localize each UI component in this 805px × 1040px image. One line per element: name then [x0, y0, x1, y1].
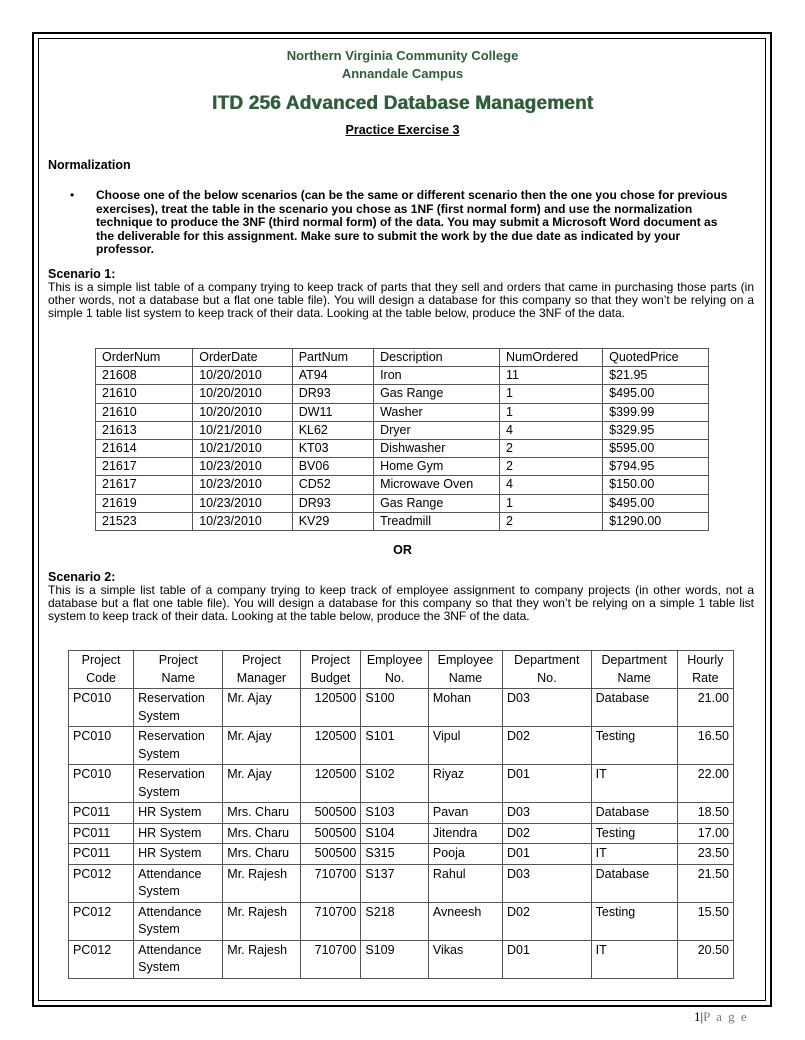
table-cell: 10/21/2010: [193, 421, 292, 439]
table-cell: 710700: [300, 940, 361, 978]
table-cell: Database: [591, 803, 677, 824]
table-cell: 11: [500, 367, 603, 385]
table-cell: PC010: [69, 689, 134, 727]
bullet-icon: •: [70, 188, 75, 202]
column-header-line: Employee: [366, 653, 423, 667]
table-cell: 4: [500, 476, 603, 494]
table-cell: $794.95: [603, 458, 709, 476]
table-cell: 21608: [96, 367, 193, 385]
table-cell: 17.00: [677, 823, 733, 844]
table-cell: D01: [503, 844, 592, 865]
table-cell: 15.50: [677, 902, 733, 940]
table-cell: IT: [591, 765, 677, 803]
column-header: QuotedPrice: [603, 349, 709, 367]
table-cell: Vipul: [428, 727, 502, 765]
table-cell: Jitendra: [428, 823, 502, 844]
table-cell: 20.50: [677, 940, 733, 978]
table-row: [69, 844, 734, 865]
column-header-line: Name: [448, 670, 483, 685]
table-cell: 21523: [96, 512, 193, 530]
table-cell: Mr. Rajesh: [223, 902, 300, 940]
table-cell: PC010: [69, 727, 134, 765]
table-cell: 10/23/2010: [193, 494, 292, 512]
table-cell: PC012: [69, 940, 134, 978]
table-cell: 1: [500, 403, 603, 421]
table-cell: Pavan: [428, 803, 502, 824]
table-cell: Rahul: [428, 864, 502, 902]
table-cell: 500500: [300, 844, 361, 865]
table-row: [96, 458, 709, 476]
table-row: [96, 439, 709, 457]
table-cell: D01: [503, 765, 592, 803]
table-cell: $495.00: [603, 494, 709, 512]
column-header-line: No.: [384, 670, 405, 685]
column-header: [591, 651, 677, 689]
table-row: [96, 512, 709, 530]
column-header-line: Department: [601, 653, 667, 667]
table-cell: PC011: [69, 803, 134, 824]
page-number: 1: [694, 1009, 701, 1024]
table-cell: 21614: [96, 439, 193, 457]
table-cell: Mr. Ajay: [223, 765, 300, 803]
table-row: [69, 823, 734, 844]
column-header: Description: [374, 349, 500, 367]
table-row: [96, 367, 709, 385]
table-cell: Database: [591, 864, 677, 902]
column-header-line: Project: [311, 653, 350, 667]
column-header: [503, 651, 592, 689]
table-cell: 10/20/2010: [193, 403, 292, 421]
table-cell: 1: [500, 385, 603, 403]
table-cell: 4: [500, 421, 603, 439]
table-cell: Mohan: [428, 689, 502, 727]
table-cell: 2: [500, 458, 603, 476]
table-cell: S101: [361, 727, 429, 765]
table-cell: Mr. Rajesh: [223, 940, 300, 978]
table-cell: 21617: [96, 476, 193, 494]
column-header: [361, 651, 429, 689]
table-cell: 21613: [96, 421, 193, 439]
table-cell: $150.00: [603, 476, 709, 494]
table-cell: 710700: [300, 902, 361, 940]
column-header: [428, 651, 502, 689]
table-cell: Dryer: [374, 421, 500, 439]
table-cell: 1: [500, 494, 603, 512]
table-cell: 10/23/2010: [193, 458, 292, 476]
table-cell: PC011: [69, 823, 134, 844]
table-cell: 2: [500, 439, 603, 457]
table-cell: Mrs. Charu: [223, 803, 300, 824]
table-cell: 10/21/2010: [193, 439, 292, 457]
scenario2-label: Scenario 2:: [48, 570, 116, 584]
table-cell: Mr. Ajay: [223, 727, 300, 765]
campus-name: Annandale Campus: [341, 66, 464, 81]
table-cell: DW11: [292, 403, 373, 421]
column-header-line: Name: [161, 670, 195, 685]
table-cell: Reservation System: [134, 765, 223, 803]
table-row: [96, 476, 709, 494]
table-cell: S102: [361, 765, 429, 803]
table-row: [69, 765, 734, 803]
column-header-line: Hourly: [687, 653, 724, 667]
column-header: [677, 651, 733, 689]
table-cell: CD52: [292, 476, 373, 494]
table-cell: 23.50: [677, 844, 733, 865]
table-cell: 18.50: [677, 803, 733, 824]
column-header: NumOrdered: [500, 349, 603, 367]
table-row: [96, 494, 709, 512]
column-header: PartNum: [292, 349, 373, 367]
scenario1-table: [95, 348, 709, 531]
table-cell: 500500: [300, 823, 361, 844]
table-cell: Treadmill: [374, 512, 500, 530]
table-cell: 500500: [300, 803, 361, 824]
table-cell: Vikas: [428, 940, 502, 978]
table-cell: PC011: [69, 844, 134, 865]
table-cell: D03: [503, 803, 592, 824]
table-cell: S109: [361, 940, 429, 978]
table-cell: Reservation System: [134, 727, 223, 765]
table-cell: D02: [503, 902, 592, 940]
table-cell: D03: [503, 689, 592, 727]
instructions-bullet: Choose one of the below scenarios (can be the same or different scenario then the one you chose for previous exercises), treat the table in the scenario you chose as 1NF (first normal form) and use the normalization technique to produce the 3NF (third normal form) of the data. You may submit a Microsoft Word document as the deliverable for this assignment. Make sure to submit the work by the due date as indicated by your professor.: [96, 188, 728, 256]
table-cell: S218: [361, 902, 429, 940]
table-cell: KV29: [292, 512, 373, 530]
table-cell: 21610: [96, 403, 193, 421]
column-header-line: Project: [241, 653, 281, 667]
table-cell: IT: [591, 844, 677, 865]
table-cell: D03: [503, 864, 592, 902]
column-header-line: Department: [514, 653, 580, 667]
college-name: Northern Virginia Community College: [286, 48, 519, 63]
table-cell: S315: [361, 844, 429, 865]
table-cell: Gas Range: [374, 385, 500, 403]
table-row: [69, 689, 734, 727]
scenario2-description: This is a simple list table of a company trying to keep track of employee assignment to company projects (in other words, not a database but a flat one table file). You will design a database for this company so that they won’t be relying on a simple 1 table list system to keep track of their data. Looking at the table below, produce the 3NF of the data.: [48, 583, 754, 624]
table-cell: 21617: [96, 458, 193, 476]
table-cell: S103: [361, 803, 429, 824]
column-header-line: Project: [81, 653, 121, 667]
table-row: [96, 403, 709, 421]
table-cell: 10/20/2010: [193, 367, 292, 385]
table-cell: $21.95: [603, 367, 709, 385]
table-row: [96, 421, 709, 439]
table-cell: 16.50: [677, 727, 733, 765]
table-cell: Iron: [374, 367, 500, 385]
page-label: P a g e: [703, 1009, 749, 1024]
table-cell: Home Gym: [374, 458, 500, 476]
scenario1-label: Scenario 1:: [48, 267, 116, 281]
column-header-line: Name: [617, 670, 651, 685]
table-cell: $495.00: [603, 385, 709, 403]
table-cell: HR System: [134, 844, 223, 865]
table-cell: Mrs. Charu: [223, 823, 300, 844]
table-cell: 10/20/2010: [193, 385, 292, 403]
table-cell: $399.99: [603, 403, 709, 421]
table-cell: Testing: [591, 727, 677, 765]
page-footer: [694, 1009, 748, 1025]
table-cell: 120500: [300, 727, 361, 765]
scenario2-table: [68, 650, 734, 979]
table-cell: Attendance System: [134, 940, 223, 978]
table-cell: KL62: [292, 421, 373, 439]
table-cell: 120500: [300, 689, 361, 727]
table-row: [69, 727, 734, 765]
exercise-title: Practice Exercise 3: [345, 123, 460, 137]
column-header: OrderNum: [96, 349, 193, 367]
table-cell: Mr. Rajesh: [223, 864, 300, 902]
column-header: [223, 651, 300, 689]
table-cell: S137: [361, 864, 429, 902]
column-header-line: Code: [86, 670, 117, 685]
table-cell: Washer: [374, 403, 500, 421]
table-cell: AT94: [292, 367, 373, 385]
table-cell: DR93: [292, 494, 373, 512]
table-cell: HR System: [134, 823, 223, 844]
table-cell: 21619: [96, 494, 193, 512]
table-cell: 2: [500, 512, 603, 530]
table-cell: IT: [591, 940, 677, 978]
scenario1-description: This is a simple list table of a company trying to keep track of parts that they sell and orders that came in purchasing those parts (in other words, not a database but a flat one table file). You will design a database for this company so that they won’t be relying on a simple 1 table list system to keep track of their data. Looking at the table below, produce the 3NF of the data.: [48, 280, 754, 321]
table-cell: Mr. Ajay: [223, 689, 300, 727]
table-cell: D01: [503, 940, 592, 978]
column-header-line: Budget: [310, 670, 351, 685]
table-cell: KT03: [292, 439, 373, 457]
column-header: [69, 651, 134, 689]
table-cell: Mrs. Charu: [223, 844, 300, 865]
table-cell: Database: [591, 689, 677, 727]
table-cell: DR93: [292, 385, 373, 403]
table-row: [69, 902, 734, 940]
table-cell: D02: [503, 823, 592, 844]
table-cell: 21.50: [677, 864, 733, 902]
footer-separator: |: [700, 1009, 704, 1024]
table-cell: Microwave Oven: [374, 476, 500, 494]
table-cell: HR System: [134, 803, 223, 824]
column-header-line: Rate: [692, 670, 719, 685]
table-cell: Testing: [591, 823, 677, 844]
table-cell: Testing: [591, 902, 677, 940]
column-header-line: Project: [158, 653, 198, 667]
table-cell: Attendance System: [134, 902, 223, 940]
column-header-line: Manager: [236, 670, 287, 685]
table-cell: Riyaz: [428, 765, 502, 803]
table-cell: S104: [361, 823, 429, 844]
table-cell: Pooja: [428, 844, 502, 865]
table-cell: Avneesh: [428, 902, 502, 940]
table-cell: 120500: [300, 765, 361, 803]
table-cell: PC012: [69, 864, 134, 902]
table-cell: Dishwasher: [374, 439, 500, 457]
table-cell: 10/23/2010: [193, 476, 292, 494]
table-cell: 21610: [96, 385, 193, 403]
table-header-row: [96, 349, 709, 367]
section-heading: Normalization: [48, 158, 131, 172]
table-cell: Reservation System: [134, 689, 223, 727]
course-title: ITD 256 Advanced Database Management: [211, 93, 594, 114]
table-cell: Attendance System: [134, 864, 223, 902]
table-cell: $329.95: [603, 421, 709, 439]
or-separator: OR: [393, 543, 412, 557]
table-row: [69, 864, 734, 902]
table-cell: Gas Range: [374, 494, 500, 512]
table-cell: PC012: [69, 902, 134, 940]
column-header: [300, 651, 361, 689]
table-cell: D02: [503, 727, 592, 765]
column-header: [134, 651, 223, 689]
table-cell: PC010: [69, 765, 134, 803]
table-header-row: [69, 651, 734, 689]
table-cell: 710700: [300, 864, 361, 902]
table-cell: $595.00: [603, 439, 709, 457]
table-cell: 10/23/2010: [193, 512, 292, 530]
table-row: [69, 803, 734, 824]
table-row: [96, 385, 709, 403]
table-row: [69, 940, 734, 978]
table-cell: $1290.00: [603, 512, 709, 530]
table-cell: 21.00: [677, 689, 733, 727]
table-cell: BV06: [292, 458, 373, 476]
table-cell: 22.00: [677, 765, 733, 803]
column-header-line: No.: [537, 670, 557, 685]
column-header: OrderDate: [193, 349, 292, 367]
column-header-line: Employee: [437, 653, 494, 667]
table-cell: S100: [361, 689, 429, 727]
